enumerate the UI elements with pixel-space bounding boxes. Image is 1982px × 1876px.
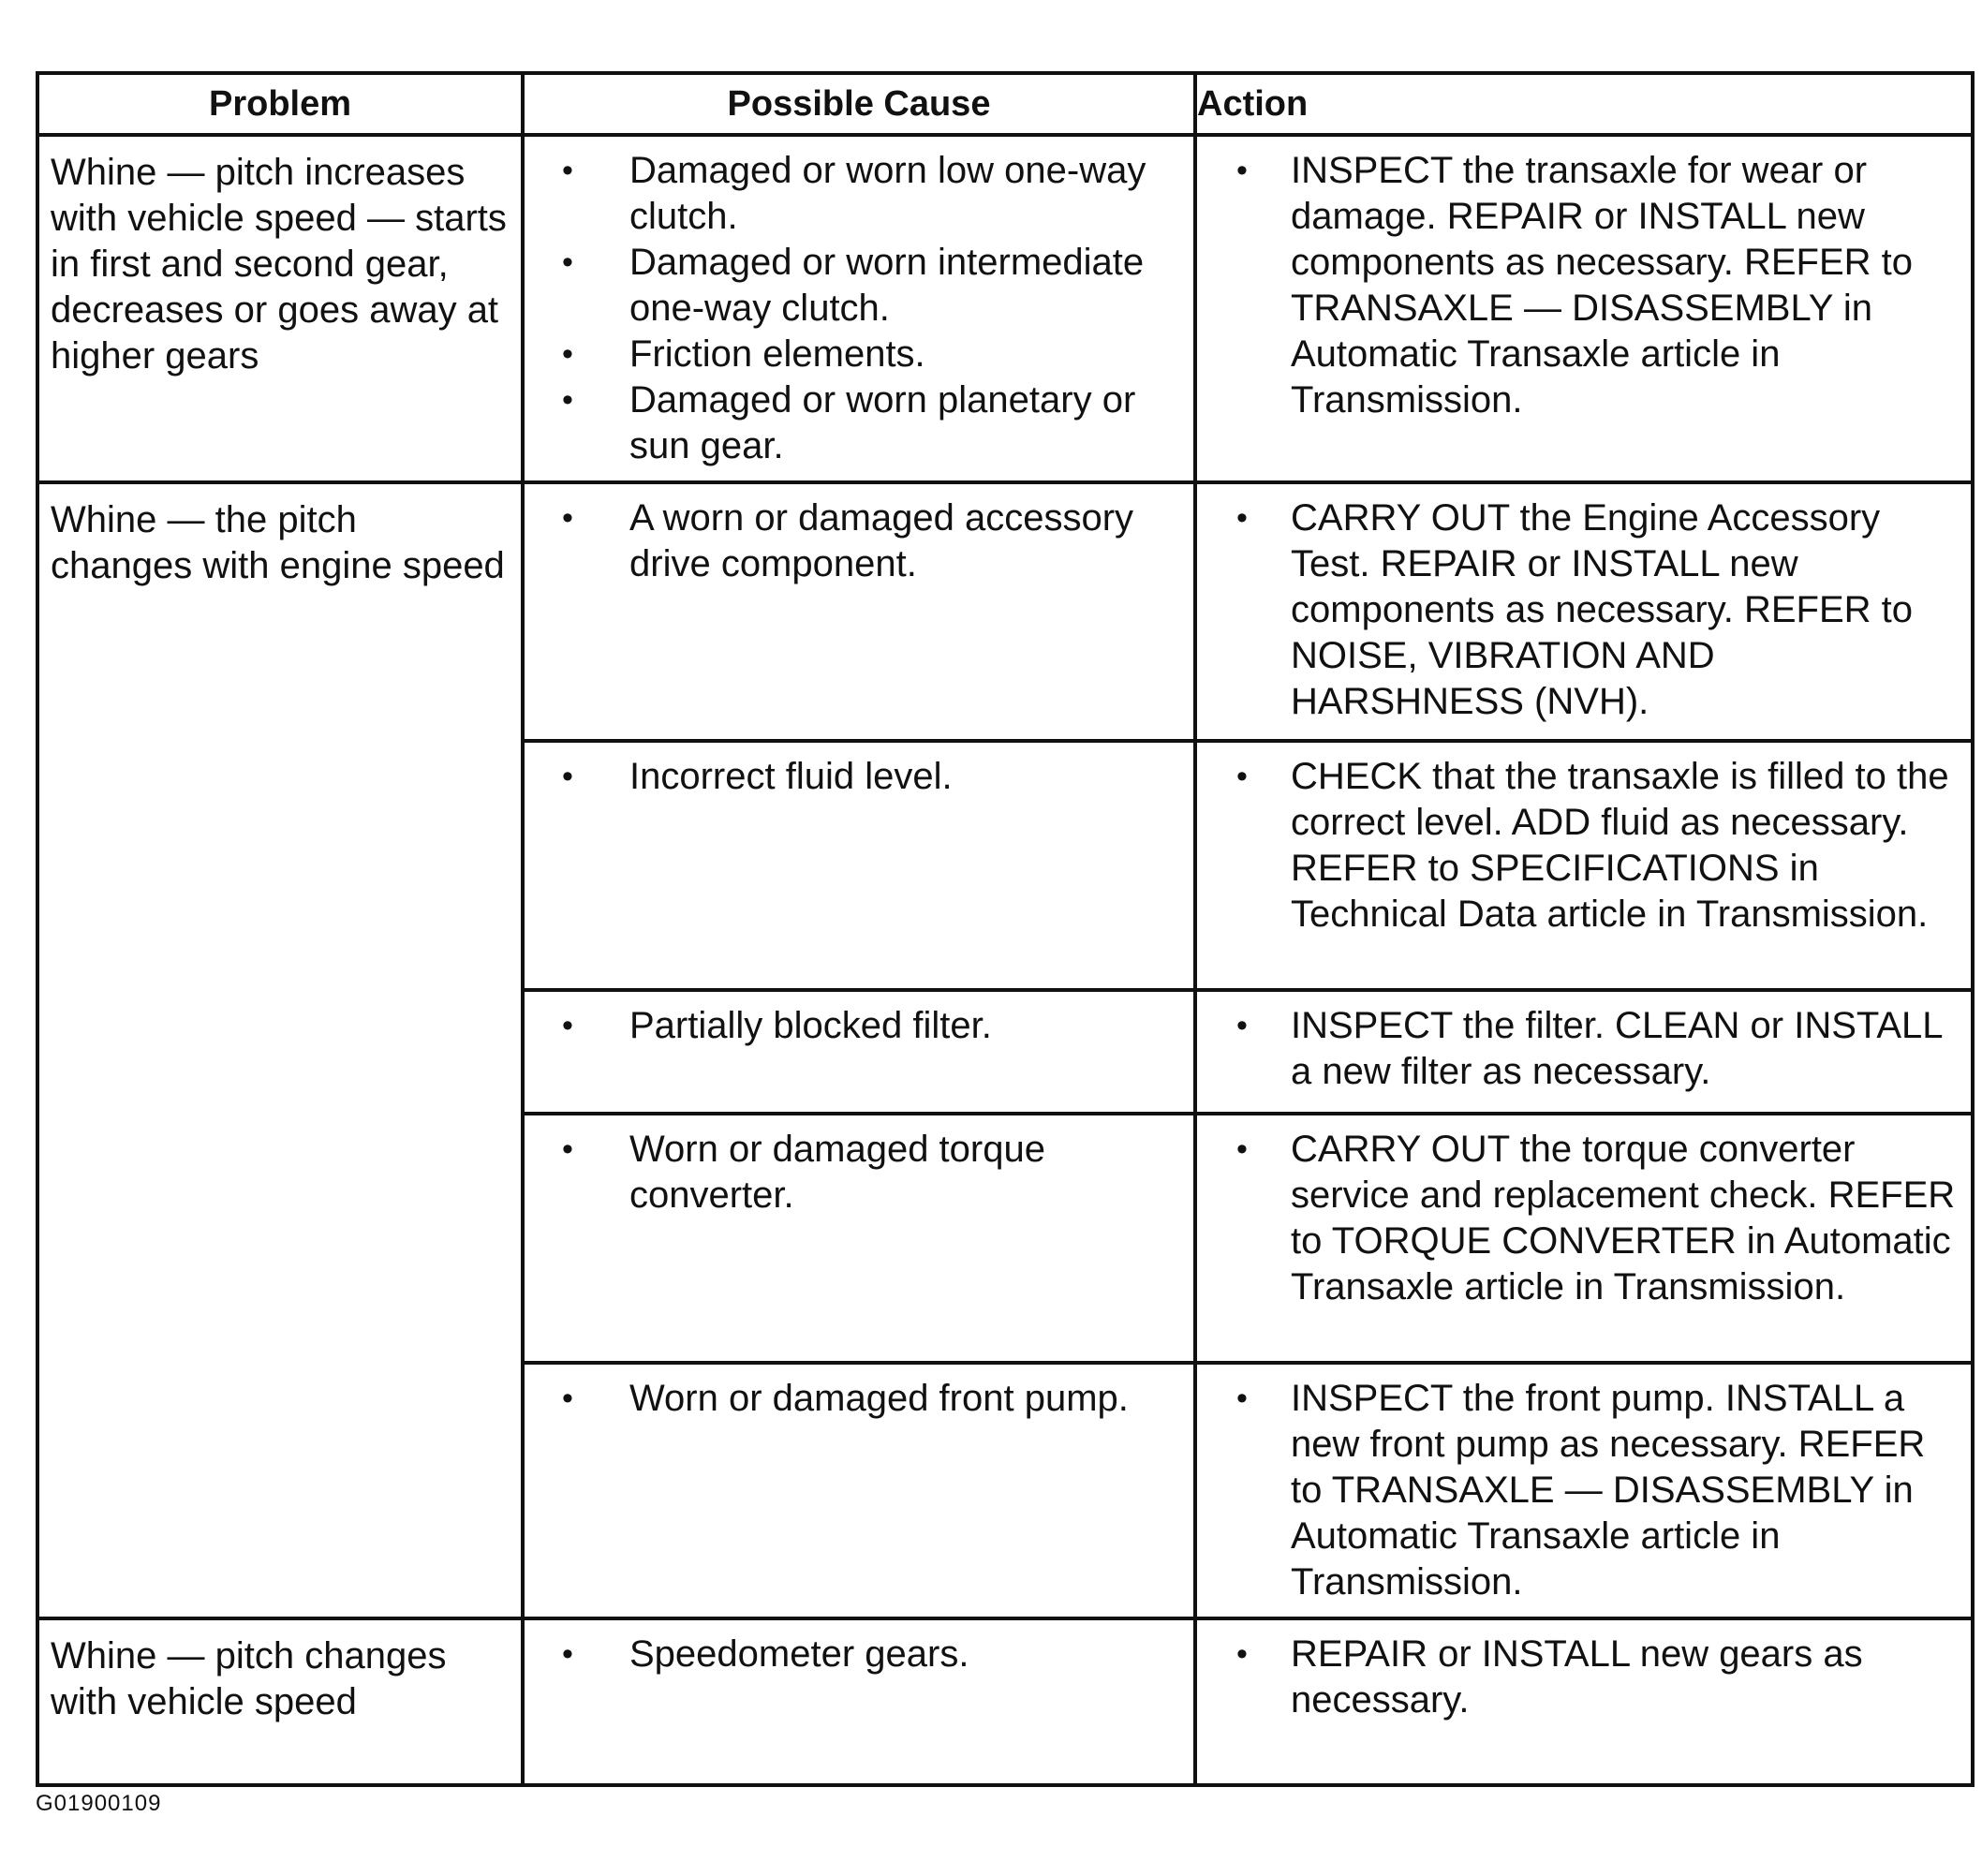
bullet-icon: • — [1236, 1008, 1248, 1043]
list-item — [1197, 1376, 1958, 1605]
action-cell — [1195, 482, 1973, 741]
cause-cell — [523, 990, 1195, 1114]
list-item — [1197, 754, 1958, 938]
action-text: REPAIR or INSTALL new gears as necessary. — [1291, 1633, 1863, 1721]
list-item — [1197, 1632, 1958, 1723]
header-action: Action — [1195, 73, 1973, 135]
cause-list — [525, 1003, 1180, 1049]
list-item — [1197, 1003, 1958, 1095]
cause-cell — [523, 1618, 1195, 1785]
bullet-icon: • — [562, 244, 573, 280]
bullet-icon: • — [1236, 500, 1248, 536]
table-row — [37, 482, 1973, 741]
list-item — [525, 1127, 1180, 1219]
list-item — [525, 332, 1180, 377]
list-item — [1197, 148, 1958, 423]
cause-cell — [523, 1114, 1195, 1363]
bullet-icon: • — [1236, 1636, 1248, 1672]
problem-cell: Whine — pitch changes with vehicle speed — [37, 1618, 523, 1785]
action-list — [1197, 495, 1958, 725]
action-cell — [1195, 990, 1973, 1114]
table-row — [37, 135, 1973, 482]
action-list — [1197, 1376, 1958, 1605]
action-cell — [1195, 1618, 1973, 1785]
bullet-icon: • — [1236, 1131, 1248, 1167]
list-item — [525, 1632, 1180, 1677]
list-item — [1197, 1127, 1958, 1310]
cause-list — [525, 754, 1180, 800]
cause-cell — [523, 482, 1195, 741]
bullet-icon: • — [562, 1008, 573, 1043]
cause-text: Worn or damaged front pump. — [629, 1378, 1129, 1419]
header-possible-cause: Possible Cause — [523, 73, 1195, 135]
bullet-icon: • — [562, 1636, 573, 1672]
cause-text: Partially blocked filter. — [629, 1005, 992, 1046]
action-cell — [1195, 1114, 1973, 1363]
cause-list — [525, 495, 1180, 587]
action-list — [1197, 148, 1958, 423]
action-cell — [1195, 741, 1973, 990]
bullet-icon: • — [562, 1131, 573, 1167]
action-text: INSPECT the front pump. INSTALL a new front pump as necessary. REFER to TRANSAXLE — DISASSEMBLY in Automatic Transaxle article in Transmission. — [1291, 1378, 1926, 1603]
bullet-icon: • — [562, 382, 573, 418]
list-item — [525, 495, 1180, 587]
cause-list — [525, 1127, 1180, 1219]
action-text: INSPECT the filter. CLEAN or INSTALL a new filter as necessary. — [1291, 1005, 1943, 1092]
cause-cell — [523, 741, 1195, 990]
list-item — [525, 377, 1180, 469]
cause-list — [525, 148, 1180, 469]
action-text: INSPECT the transaxle for wear or damage. REPAIR or INSTALL new components as necessary. REFER to TRANSAXLE — DISASSEMBLY in Automatic Transaxle article in Transmission. — [1291, 150, 1913, 421]
list-item — [525, 240, 1180, 332]
header-row — [37, 73, 1973, 135]
action-text: CARRY OUT the torque converter service and replacement check. REFER to TORQUE CONVERTER in Automatic Transaxle article in Transmission. — [1291, 1129, 1956, 1307]
cause-cell — [523, 1363, 1195, 1618]
cause-text: Speedometer gears. — [629, 1633, 969, 1675]
action-cell — [1195, 135, 1973, 482]
cause-text: Friction elements. — [629, 333, 925, 375]
bullet-icon: • — [562, 1381, 573, 1416]
cause-text: Worn or damaged torque converter. — [629, 1129, 1045, 1216]
bullet-icon: • — [1236, 759, 1248, 794]
list-item — [525, 148, 1180, 240]
action-text: CHECK that the transaxle is filled to the correct level. ADD fluid as necessary. REFER to SPECIFICATIONS in Technical Data article in Transmission. — [1291, 756, 1949, 935]
problem-cell: Whine — the pitch changes with engine speed — [37, 482, 523, 1618]
bullet-icon: • — [562, 336, 573, 372]
problem-cell: Whine — pitch increases with vehicle speed — starts in first and second gear, decreases or goes away at higher gears — [37, 135, 523, 482]
list-item — [525, 754, 1180, 800]
cause-text: Damaged or worn low one-way clutch. — [629, 150, 1146, 237]
bullet-icon: • — [562, 500, 573, 536]
list-item — [525, 1003, 1180, 1049]
action-list — [1197, 1003, 1958, 1095]
bullet-icon: • — [1236, 1381, 1248, 1416]
bullet-icon: • — [562, 759, 573, 794]
cause-text: Incorrect fluid level. — [629, 756, 953, 797]
list-item — [1197, 495, 1958, 725]
header-problem: Problem — [37, 73, 523, 135]
table-row — [37, 1618, 1973, 1785]
cause-cell — [523, 135, 1195, 482]
cause-list — [525, 1376, 1180, 1422]
cause-text: Damaged or worn intermediate one-way clutch. — [629, 242, 1145, 329]
action-list — [1197, 1632, 1958, 1723]
action-list — [1197, 754, 1958, 938]
figure-id-label: G01900109 — [36, 1791, 162, 1816]
cause-text: Damaged or worn planetary or sun gear. — [629, 379, 1136, 466]
action-list — [1197, 1127, 1958, 1310]
action-text: CARRY OUT the Engine Accessory Test. REPAIR or INSTALL new components as necessary. REFER to NOISE, VIBRATION AND HARSHNESS (NVH). — [1291, 497, 1913, 722]
bullet-icon: • — [562, 153, 573, 188]
bullet-icon: • — [1236, 153, 1248, 188]
cause-text: A worn or damaged accessory drive component. — [629, 497, 1134, 584]
cause-list — [525, 1632, 1180, 1677]
diagnosis-table — [36, 71, 1975, 1787]
list-item — [525, 1376, 1180, 1422]
action-cell — [1195, 1363, 1973, 1618]
